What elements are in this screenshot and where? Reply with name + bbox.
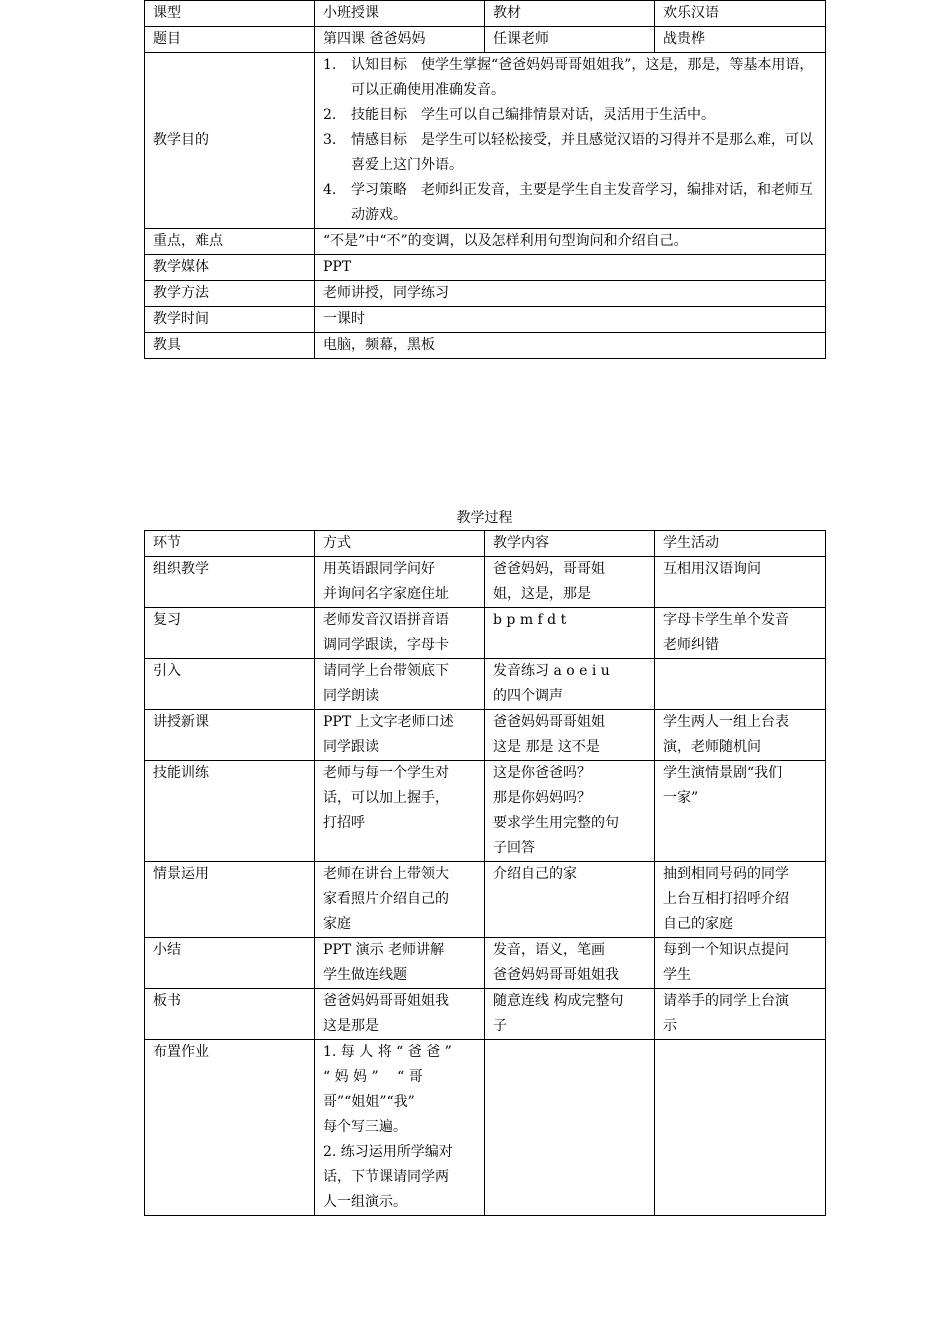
activity-line: 学生 xyxy=(663,967,691,983)
method-line: 这是那是 xyxy=(323,1018,379,1034)
method-line: PPT 演示 老师讲解 xyxy=(323,942,445,958)
stage-line: 板书 xyxy=(153,993,181,1009)
goal-number: 1. xyxy=(323,57,337,73)
content-line: 姐，这是，那是 xyxy=(493,586,591,602)
cell-activity xyxy=(655,710,826,761)
label-tools: 教具 xyxy=(145,333,315,359)
cell-stage xyxy=(145,989,315,1040)
method-line: 人一组演示。 xyxy=(323,1194,407,1210)
cell-content xyxy=(485,608,655,659)
method-line: PPT 上文字老师口述 xyxy=(323,714,454,730)
activity-line: 自己的家庭 xyxy=(663,916,733,932)
method-line: 家庭 xyxy=(323,916,351,932)
value-time: 一课时 xyxy=(315,307,826,333)
method-line: 老师在讲台上带领大 xyxy=(323,866,449,882)
cell-content xyxy=(485,659,655,710)
method-line: 老师发音汉语拼音语 xyxy=(323,612,449,628)
goal-number: 4. xyxy=(323,182,337,198)
process-row xyxy=(145,659,826,710)
label-method: 教学方法 xyxy=(145,281,315,307)
cell-content xyxy=(485,1040,655,1216)
method-line: 爸爸妈妈哥哥姐姐我 xyxy=(323,993,449,1009)
cell-activity xyxy=(655,862,826,938)
content-line: 子 xyxy=(493,1018,507,1034)
cell-activity xyxy=(655,938,826,989)
process-row xyxy=(145,557,826,608)
goal-number: 3. xyxy=(323,132,337,148)
method-line: 2. 练习运用所学编对 xyxy=(323,1144,453,1160)
activity-line: 互相用汉语询问 xyxy=(663,561,761,577)
process-table-body xyxy=(145,531,826,1216)
content-line: 的四个调声 xyxy=(493,688,563,704)
label-goals: 教学目的 xyxy=(145,53,315,229)
method-line: 每个写三遍。 xyxy=(323,1119,407,1135)
goal-text: 学习策略 老师纠正发音，主要是学生自主发音学习，编排对话，和老师互动游戏。 xyxy=(351,182,813,223)
cell-stage xyxy=(145,557,315,608)
activity-line: 上台互相打招呼介绍 xyxy=(663,891,789,907)
goal-item xyxy=(323,53,817,103)
content-line: 发音，语义，笔画 xyxy=(493,942,605,958)
cell-activity xyxy=(655,761,826,862)
goal-item xyxy=(323,128,817,178)
value-media: PPT xyxy=(315,255,826,281)
cell-method xyxy=(315,989,485,1040)
cell-stage xyxy=(145,608,315,659)
content-line: 这是 那是 这不是 xyxy=(493,739,600,755)
method-line: 打招呼 xyxy=(323,815,365,831)
method-line: 调同学跟读，字母卡 xyxy=(323,637,449,653)
method-line: 话，下节课请同学两 xyxy=(323,1169,449,1185)
activity-line: 抽到相同号码的同学 xyxy=(663,866,789,882)
goals-list xyxy=(323,53,817,228)
process-table xyxy=(144,530,826,1216)
activity-line: 字母卡学生单个发音 xyxy=(663,612,789,628)
info-row xyxy=(145,307,826,333)
stage-line: 复习 xyxy=(153,612,181,628)
activity-line: 一家” xyxy=(663,790,699,806)
activity-line: 老师纠错 xyxy=(663,637,719,653)
method-line: 请同学上台带领底下 xyxy=(323,663,449,679)
cell-method xyxy=(315,1040,485,1216)
cell-method xyxy=(315,557,485,608)
goals-cell xyxy=(315,53,826,229)
content-line: 子回答 xyxy=(493,840,535,856)
cell-stage xyxy=(145,938,315,989)
activity-line: 示 xyxy=(663,1018,677,1034)
info-row xyxy=(145,1,826,27)
info-row xyxy=(145,333,826,359)
info-row xyxy=(145,27,826,53)
value-topic: 第四课 爸爸妈妈 xyxy=(315,27,485,53)
header-method: 方式 xyxy=(315,531,485,557)
info-row-goals xyxy=(145,53,826,229)
value-focus: “不是”中“不”的变调，以及怎样利用句型询问和介绍自己。 xyxy=(315,229,826,255)
value-teacher: 战贵桦 xyxy=(655,27,826,53)
cell-activity xyxy=(655,608,826,659)
cell-method xyxy=(315,710,485,761)
label-media: 教学媒体 xyxy=(145,255,315,281)
info-row xyxy=(145,255,826,281)
cell-stage xyxy=(145,659,315,710)
content-line: 爸爸妈妈哥哥姐姐 xyxy=(493,714,605,730)
header-activity: 学生活动 xyxy=(655,531,826,557)
method-line: 哥”“姐姐”“我” xyxy=(323,1094,415,1110)
label-textbook: 教材 xyxy=(485,1,655,27)
cell-content xyxy=(485,862,655,938)
content-line: 爸爸妈妈哥哥姐姐我 xyxy=(493,967,619,983)
stage-line: 讲授新课 xyxy=(153,714,209,730)
value-tools: 电脑，频幕，黑板 xyxy=(315,333,826,359)
stage-line: 情景运用 xyxy=(153,866,209,882)
activity-line: 请举手的同学上台演 xyxy=(663,993,789,1009)
cell-content xyxy=(485,761,655,862)
method-line: 同学朗读 xyxy=(323,688,379,704)
content-line: 那是你妈妈吗？ xyxy=(493,790,591,806)
goal-number: 2. xyxy=(323,107,337,123)
method-line: 老师与每一个学生对 xyxy=(323,765,449,781)
cell-content xyxy=(485,557,655,608)
goal-item xyxy=(323,103,817,128)
header-stage: 环节 xyxy=(145,531,315,557)
stage-line: 小结 xyxy=(153,942,181,958)
value-method: 老师讲授，同学练习 xyxy=(315,281,826,307)
activity-line: 学生演情景剧“我们 xyxy=(663,765,783,781)
process-row xyxy=(145,1040,826,1216)
cell-stage xyxy=(145,862,315,938)
process-row xyxy=(145,862,826,938)
cell-method xyxy=(315,761,485,862)
stage-line: 技能训练 xyxy=(153,765,209,781)
content-line: b p m f d t xyxy=(493,612,567,628)
method-line: 1. 每 人 将 “ 爸 爸 ” xyxy=(323,1044,452,1060)
method-line: 话，可以加上握手， xyxy=(323,790,449,806)
label-lesson-type: 课型 xyxy=(145,1,315,27)
goal-text: 情感目标 是学生可以轻松接受，并且感觉汉语的习得并不是那么难，可以喜爱上这门外语。 xyxy=(351,132,813,173)
activity-line: 学生两人一组上台表 xyxy=(663,714,789,730)
info-row xyxy=(145,281,826,307)
cell-method xyxy=(315,608,485,659)
process-row xyxy=(145,938,826,989)
cell-content xyxy=(485,938,655,989)
process-row xyxy=(145,989,826,1040)
header-content: 教学内容 xyxy=(485,531,655,557)
label-teacher: 任课老师 xyxy=(485,27,655,53)
cell-method xyxy=(315,659,485,710)
label-topic: 题目 xyxy=(145,27,315,53)
cell-method xyxy=(315,938,485,989)
method-line: 用英语跟同学问好 xyxy=(323,561,435,577)
method-line: 并询问名字家庭住址 xyxy=(323,586,449,602)
content-line: 发音练习 a o e i u xyxy=(493,663,610,679)
goal-item xyxy=(323,178,817,228)
process-row xyxy=(145,608,826,659)
cell-activity xyxy=(655,659,826,710)
content-line: 随意连线 构成完整句 xyxy=(493,993,624,1009)
content-line: 爸爸妈妈，哥哥姐 xyxy=(493,561,605,577)
cell-stage xyxy=(145,761,315,862)
cell-content xyxy=(485,989,655,1040)
cell-activity xyxy=(655,557,826,608)
method-line: 学生做连线题 xyxy=(323,967,407,983)
cell-stage xyxy=(145,710,315,761)
cell-content xyxy=(485,710,655,761)
method-line: 家看照片介绍自己的 xyxy=(323,891,449,907)
cell-activity xyxy=(655,1040,826,1216)
process-row xyxy=(145,710,826,761)
method-line: 同学跟读 xyxy=(323,739,379,755)
content-line: 这是你爸爸吗？ xyxy=(493,765,591,781)
method-line: “ 妈 妈 ” “ 哥 xyxy=(323,1069,423,1085)
goal-text: 认知目标 使学生掌握“爸爸妈妈哥哥姐姐我”，这是，那是，等基本用语，可以正确使用准确发音。 xyxy=(351,57,814,98)
activity-line: 演，老师随机问 xyxy=(663,739,761,755)
stage-line: 布置作业 xyxy=(153,1044,209,1060)
label-time: 教学时间 xyxy=(145,307,315,333)
value-textbook: 欢乐汉语 xyxy=(655,1,826,27)
goal-text: 技能目标 学生可以自己编排情景对话，灵活用于生活中。 xyxy=(351,107,715,123)
process-row xyxy=(145,761,826,862)
stage-line: 组织教学 xyxy=(153,561,209,577)
activity-line: 每到一个知识点提问 xyxy=(663,942,789,958)
lesson-info-table xyxy=(144,0,826,359)
content-line: 要求学生用完整的句 xyxy=(493,815,619,831)
cell-stage xyxy=(145,1040,315,1216)
process-header-row xyxy=(145,531,826,557)
cell-method xyxy=(315,862,485,938)
content-line: 介绍自己的家 xyxy=(493,866,577,882)
info-row xyxy=(145,229,826,255)
value-lesson-type: 小班授课 xyxy=(315,1,485,27)
process-title: 教学过程 xyxy=(456,510,513,526)
cell-activity xyxy=(655,989,826,1040)
stage-line: 引入 xyxy=(153,663,181,679)
label-focus: 重点，难点 xyxy=(145,229,315,255)
